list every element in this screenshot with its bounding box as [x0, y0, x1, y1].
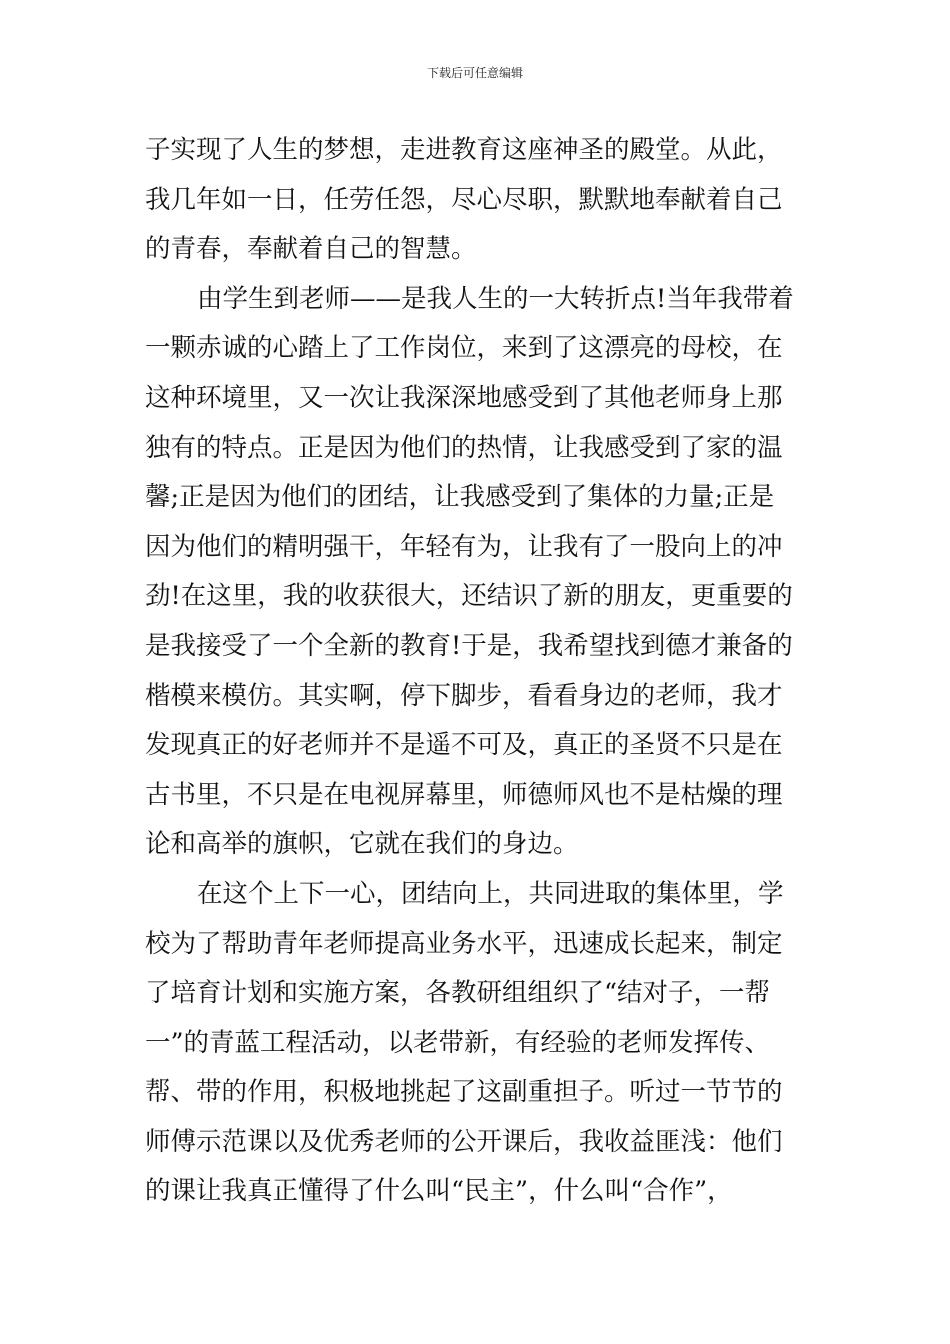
text-line: 帮、带的作用，积极地挑起了这副重担子。听过一节节的 — [145, 1077, 783, 1108]
text-line: 独有的特点。正是因为他们的热情，让我感受到了家的温 — [145, 432, 783, 463]
text-line: 校为了帮助青年老师提高业务水平，迅速成长起来，制定 — [145, 928, 783, 959]
text-line: 是我接受了一个全新的教育!于是，我希望找到德才兼备的 — [145, 630, 793, 661]
text-line: 发现真正的好老师并不是遥不可及，真正的圣贤不只是在 — [145, 730, 783, 761]
text-line: 劲!在这里，我的收获很大，还结识了新的朋友，更重要的 — [145, 581, 793, 612]
page-header: 下载后可任意编辑 — [426, 66, 523, 80]
text-line: 的课让我真正懂得了什么叫“民主”，什么叫“合作”， — [145, 1176, 733, 1207]
text-line: 这种环境里，又一次让我深深地感受到了其他老师身上那 — [145, 382, 783, 413]
document-body — [145, 126, 810, 1217]
paragraph-first-line: 由学生到老师——是我人生的一大转折点!当年我带着 — [197, 283, 794, 314]
text-line: 馨;正是因为他们的团结，让我感受到了集体的力量;正是 — [145, 482, 775, 513]
text-line: 我几年如一日，任劳任怨，尽心尽职，默默地奉献着自己 — [145, 184, 783, 215]
text-line: 楷模来模仿。其实啊，停下脚步，看看身边的老师，我才 — [145, 680, 783, 711]
paragraph-first-line: 在这个上下一心，团结向上，共同进取的集体里，学 — [197, 878, 784, 909]
text-line: 一颗赤诚的心踏上了工作岗位，来到了这漂亮的母校，在 — [145, 333, 783, 364]
text-line: 因为他们的精明强干，年轻有为，让我有了一股向上的冲 — [145, 531, 783, 562]
text-line: 的青春，奉献着自己的智慧。 — [145, 234, 477, 265]
text-line: 子实现了人生的梦想，走进教育这座神圣的殿堂。从此， — [145, 135, 783, 165]
text-line: 了培育计划和实施方案，各教研组组织了“结对子，一帮 — [145, 978, 771, 1009]
text-line: 一”的青蓝工程活动，以老带新，有经验的老师发挥传、 — [145, 1027, 771, 1058]
text-line: 古书里，不只是在电视屏幕里，师德师风也不是枯燥的理 — [145, 779, 783, 810]
text-line: 师傅示范课以及优秀老师的公开课后，我收益匪浅：他们 — [145, 1126, 783, 1157]
text-line: 论和高举的旗帜，它就在我们的身边。 — [145, 829, 579, 860]
